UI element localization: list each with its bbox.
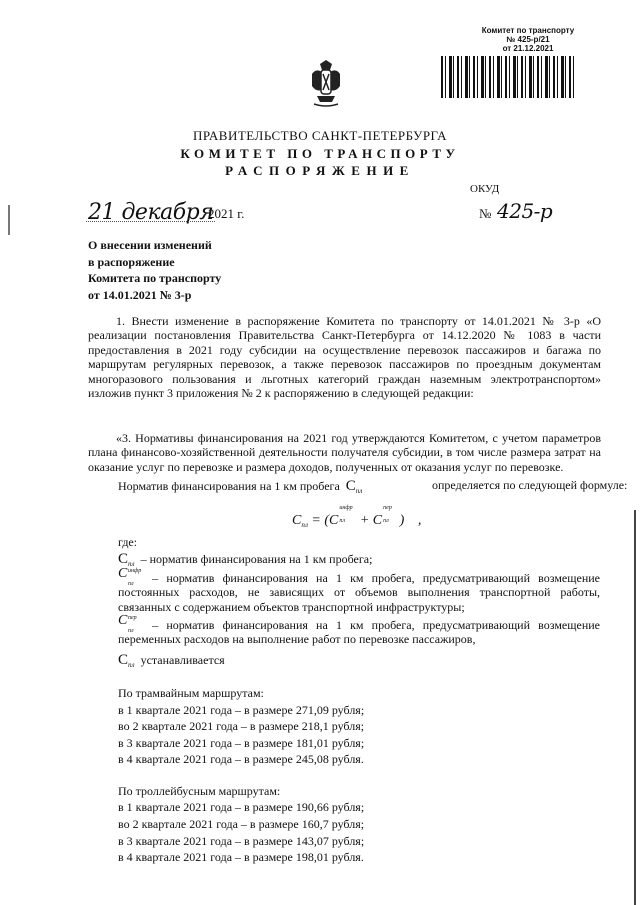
formula-close: ) bbox=[399, 513, 405, 528]
tram-q4: в 4 квартале 2021 года – в размере 245,08 рубля. bbox=[118, 752, 364, 766]
formula bbox=[292, 505, 422, 529]
paragraph-3-text-a: Норматив финансирования на 1 км пробега bbox=[118, 479, 340, 493]
scan-edge-mark-left bbox=[8, 205, 10, 235]
def2-symbol: С bbox=[118, 566, 128, 581]
formula-term-2-idx bbox=[382, 505, 396, 526]
formula-term-1-sub: пл bbox=[339, 518, 345, 524]
def2-symbol-sub: пл bbox=[128, 581, 134, 587]
formula-term-2-sub: пл bbox=[383, 518, 389, 524]
document-subject bbox=[88, 237, 221, 303]
registration-stamp bbox=[478, 26, 578, 53]
paragraph-3-text-b-wrap bbox=[432, 478, 627, 493]
subject-line-4: от 14.01.2021 № 3-р bbox=[88, 287, 192, 302]
barcode bbox=[441, 56, 577, 98]
stamp-line-1: Комитет по транспорту bbox=[481, 26, 575, 35]
formula-plus: + С bbox=[359, 513, 383, 528]
trolley-q1: в 1 квартале 2021 года – в размере 190,66 рубля; bbox=[118, 800, 365, 814]
subject-line-3: Комитета по транспорту bbox=[88, 271, 222, 285]
stamp-line-2: № 425-р/21 bbox=[506, 35, 550, 44]
definition-4 bbox=[118, 652, 225, 669]
date-year: 2021 г. bbox=[208, 206, 245, 221]
trolley-heading: По троллейбусным маршрутам: bbox=[118, 784, 281, 798]
def3-symbol-sup: пер bbox=[128, 615, 137, 621]
definition-2 bbox=[118, 567, 600, 614]
def1-symbol-sub: пл bbox=[128, 560, 135, 568]
def3-symbol-group bbox=[118, 614, 144, 632]
subject-line-1: О внесении изменений bbox=[88, 238, 212, 252]
tram-q3: в 3 квартале 2021 года – в размере 181,01 рубля; bbox=[118, 736, 365, 750]
def4-symbol: С bbox=[118, 652, 129, 668]
def4-text: устанавливается bbox=[140, 653, 225, 667]
handwritten-date: 21 декабря bbox=[88, 200, 214, 225]
def2-symbol-group bbox=[118, 567, 144, 585]
subject-line-2: в распоряжение bbox=[88, 254, 175, 269]
def1-symbol: С bbox=[118, 551, 129, 567]
formula-lhs-sub: пл bbox=[301, 521, 308, 529]
trolley-q3: в 3 квартале 2021 года – в размере 143,07 рубля; bbox=[118, 834, 365, 848]
definition-3 bbox=[118, 614, 600, 647]
trolley-q4: в 4 квартале 2021 года – в размере 198,01 рубля. bbox=[118, 850, 364, 864]
scan-edge-mark-right bbox=[634, 510, 636, 905]
trolley-q2: во 2 квартале 2021 года – в размере 160,7 рубля; bbox=[118, 817, 365, 831]
paragraph-2: «3. Нормативы финансирования на 2021 год утверждаются Комитетом, с учетом параметров плана финансово-хозяйственной деятельности получателя субсидии, в том числе размера затрат на оказание услуг по перевозке и размера доходов, полученных от оказания услуг по перевозке. bbox=[88, 431, 601, 474]
formula-term-2-sup: пер bbox=[383, 505, 392, 511]
where-label: где: bbox=[118, 535, 138, 549]
formula-lhs: С bbox=[292, 513, 302, 528]
document-type-heading: РАСПОРЯЖЕНИЕ bbox=[225, 163, 415, 178]
def4-symbol-sub: пл bbox=[128, 661, 135, 669]
def3-text: – норматив финансирования на 1 км пробега, предусматривающий возмещение переменных расходов на выполнение работ по перевозке пассажиров, bbox=[118, 618, 600, 647]
formula-comma: , bbox=[417, 513, 422, 528]
stamp-line-3: от 21.12.2021 bbox=[502, 44, 554, 53]
def3-symbol-sub: пл bbox=[128, 628, 134, 634]
paragraph-3-text-b: определяется по следующей формуле: bbox=[432, 478, 628, 492]
def2-text: – норматив финансирования на 1 км пробега, предусматривающий возмещение постоянных расходов, не зависящих от объемов выполнения транспортной работы, связанных с содержанием объектов транспортной инфраструктуры; bbox=[118, 571, 600, 614]
number-label: № bbox=[479, 206, 492, 221]
paragraph-1: 1. Внести изменение в распоряжение Комитета по транспорту от 14.01.2021 № 3-р «О реализации постановления Правительства Санкт-Петербурга от 14.12.2020 № 1083 в части предоставления в 2021 году субсидии на осуществление перевозок пассажиров и багажа по маршрутам регулярных перевозок, а также перевозок пассажиров по проездным документам многоразового пользования и льготных категорий граждан наземным электротранспортом» изложив пункт 3 приложения № 2 к распоряжению в следующей редакции: bbox=[88, 314, 601, 401]
def1-text: – норматив финансирования на 1 км пробега; bbox=[140, 552, 373, 566]
definition-1 bbox=[118, 551, 372, 568]
formula-term-1-idx bbox=[338, 505, 356, 526]
paragraph-3-symbol-sub: пл bbox=[355, 487, 363, 495]
handwritten-number: 425-р bbox=[497, 199, 553, 223]
formula-eq: = (С bbox=[311, 513, 339, 528]
def3-symbol: С bbox=[118, 613, 128, 628]
def2-symbol-sup: инфр bbox=[128, 568, 142, 574]
paragraph-3-symbol: С bbox=[345, 478, 356, 494]
tram-heading: По трамвайным маршрутам: bbox=[118, 686, 264, 700]
committee-heading: КОМИТЕТ ПО ТРАНСПОРТУ bbox=[180, 146, 460, 161]
okud-label: ОКУД bbox=[470, 183, 500, 195]
government-heading: ПРАВИТЕЛЬСТВО САНКТ-ПЕТЕРБУРГА bbox=[192, 128, 448, 143]
tram-q1: в 1 квартале 2021 года – в размере 271,09 рубля; bbox=[118, 703, 365, 717]
tram-q2: во 2 квартале 2021 года – в размере 218,1 рубля; bbox=[118, 719, 365, 733]
coat-of-arms-icon bbox=[308, 60, 344, 108]
formula-term-1-sup: инфр bbox=[339, 505, 353, 511]
